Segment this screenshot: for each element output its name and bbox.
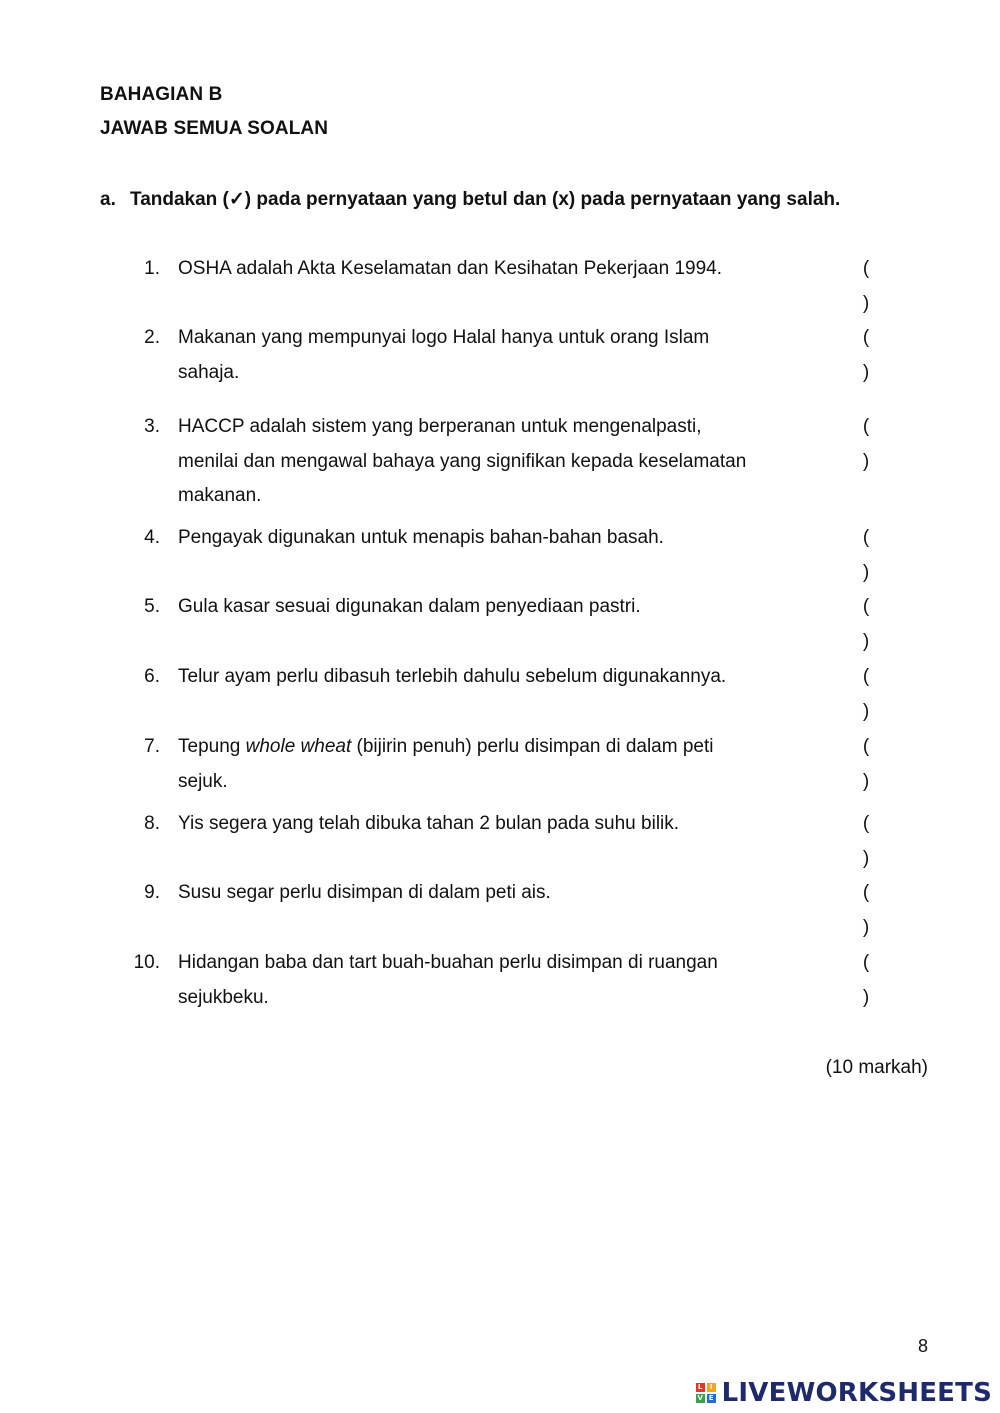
answer-bracket-open[interactable]: (	[862, 527, 870, 548]
answer-bracket-close[interactable]: )	[862, 450, 870, 472]
answer-bracket-open[interactable]: (	[862, 882, 870, 903]
page-number: 8	[917, 1336, 928, 1356]
question-text: Hidangan baba dan tart buah-buahan perlu disimpan di ruangan sejukbeku.	[178, 952, 718, 1008]
question-text: Pengayak digunakan untuk menapis bahan-bahan basah.	[178, 527, 664, 548]
instruction	[100, 188, 840, 211]
section-title: BAHAGIAN B	[100, 84, 223, 105]
question-text-after: (bijirin penuh) perlu disimpan di dalam peti sejuk.	[178, 736, 714, 792]
section-subtitle: JAWAB SEMUA SOALAN	[100, 118, 329, 139]
logo-letter-v: V	[697, 1394, 703, 1402]
answer-bracket-open[interactable]: (	[862, 258, 870, 279]
question-text-before: Tepung	[178, 736, 246, 757]
answer-bracket-close[interactable]: )	[862, 986, 870, 1008]
answer-bracket-close[interactable]: )	[862, 847, 870, 869]
answer-bracket-open[interactable]: (	[862, 327, 870, 348]
question-text: Gula kasar sesuai digunakan dalam penyediaan pastri.	[178, 596, 641, 617]
answer-bracket-open[interactable]: (	[862, 813, 870, 834]
question-text: Telur ayam perlu dibasuh terlebih dahulu sebelum digunakannya.	[178, 666, 727, 687]
instruction-text: Tandakan (✓) pada pernyataan yang betul dan (x) pada pernyataan yang salah.	[130, 189, 841, 210]
question-text: Yis segera yang telah dibuka tahan 2 bulan pada suhu bilik.	[178, 813, 680, 834]
logo-letter-e: E	[707, 1394, 716, 1403]
question-number: 7.	[144, 736, 160, 757]
liveworksheets-logo-icon	[696, 1383, 716, 1403]
answer-bracket-close[interactable]: )	[862, 630, 870, 652]
answer-bracket-close[interactable]: )	[862, 292, 870, 314]
question-number: 8.	[144, 813, 160, 834]
question-text-italic: whole wheat	[245, 736, 352, 757]
total-marks: (10 markah)	[825, 1057, 928, 1078]
question-text: HACCP adalah sistem yang berperanan untuk mengenalpasti, menilai dan mengawal bahaya yang signifikan kepada keselamatan makanan.	[178, 416, 747, 506]
question-number: 3.	[144, 416, 160, 437]
question-number: 4.	[144, 527, 160, 548]
question-number: 9.	[144, 882, 160, 903]
answer-bracket-open[interactable]: (	[862, 666, 870, 687]
answer-bracket-close[interactable]: )	[862, 561, 870, 583]
answer-bracket-open[interactable]: (	[862, 596, 870, 617]
question-text: Susu segar perlu disimpan di dalam peti ais.	[178, 882, 551, 903]
question-number: 6.	[144, 666, 160, 687]
answer-bracket-close[interactable]: )	[862, 916, 870, 938]
answer-bracket-close[interactable]: )	[862, 770, 870, 792]
logo-letter-l: L	[696, 1383, 705, 1392]
liveworksheets-brand	[696, 1378, 992, 1408]
question-text	[178, 730, 768, 799]
logo-letter-i: I	[707, 1383, 716, 1392]
question-number: 10.	[133, 952, 160, 973]
answer-bracket-open[interactable]: (	[862, 736, 870, 757]
instruction-letter: a.	[100, 189, 116, 210]
answer-bracket-open[interactable]: (	[862, 952, 870, 973]
question-number: 2.	[144, 327, 160, 348]
brand-name: LIVEWORKSHEETS	[721, 1378, 992, 1408]
answer-bracket-close[interactable]: )	[862, 361, 870, 383]
question-text: OSHA adalah Akta Keselamatan dan Kesihatan Pekerjaan 1994.	[178, 258, 722, 279]
question-text: Makanan yang mempunyai logo Halal hanya untuk orang Islam sahaja.	[178, 327, 710, 383]
question-number: 5.	[144, 596, 160, 617]
question-number: 1.	[144, 258, 160, 279]
answer-bracket-close[interactable]: )	[862, 700, 870, 722]
answer-bracket-open[interactable]: (	[862, 416, 870, 437]
